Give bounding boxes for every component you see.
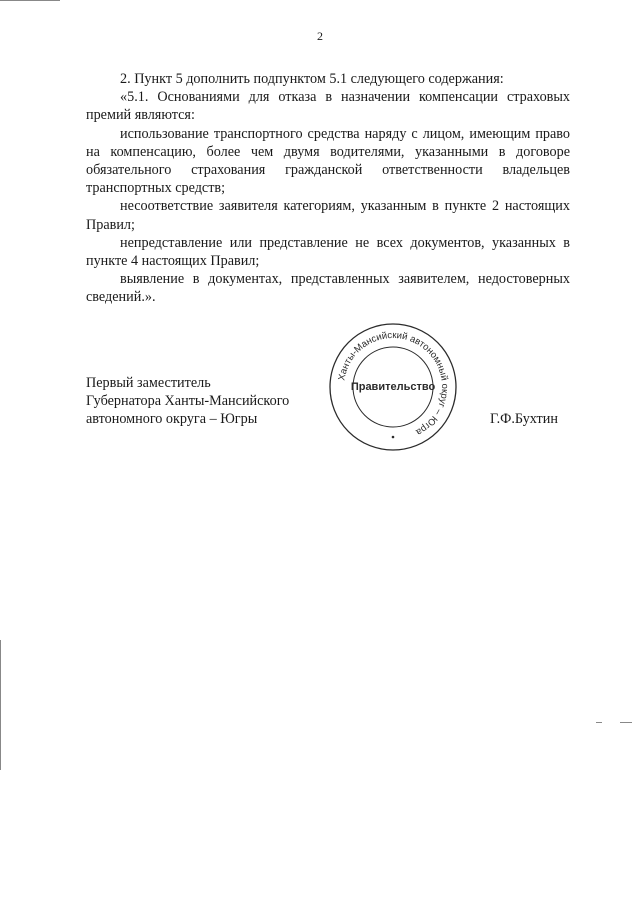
official-seal	[328, 322, 458, 452]
paragraph-ground-drivers: использование транспортного средства наряду с лицом, имеющим право на компенсацию, более чем двумя водителями, указанными в договоре обязательного страхования гражданской ответственности владельцев транспортных средств;	[86, 125, 570, 197]
paragraph-ground-category: несоответствие заявителя категориям, указанным в пункте 2 настоящих Правил;	[86, 198, 570, 233]
seal-ring-text: Ханты-Мансийский автономный округ – Югра	[336, 329, 451, 438]
seal-center-text: Правительство	[350, 381, 436, 393]
seal-dot	[392, 436, 395, 439]
scan-edge-mark	[596, 722, 602, 723]
signatory-title-line: Первый заместитель	[86, 375, 211, 391]
paragraph-ground-false-info: выявление в документах, представленных заявителем, недостоверных сведений.».	[86, 271, 570, 306]
scan-edge-mark	[0, 640, 1, 770]
signatory-title	[86, 374, 316, 429]
signatory-title-line: автономного округа – Югры	[86, 411, 258, 428]
document-body	[86, 70, 570, 307]
scan-edge-mark	[0, 0, 60, 1]
paragraph-amendment: 2. Пункт 5 дополнить подпунктом 5.1 следующего содержания:	[120, 71, 504, 87]
paragraph-ground-documents: непредставление или представление не всех документов, указанных в пункте 4 настоящих Правил;	[86, 234, 570, 270]
page-number: 2	[317, 29, 323, 43]
signatory-title-line: Губернатора Ханты-Мансийского	[86, 393, 290, 410]
paragraph-grounds-intro: «5.1. Основаниями для отказа в назначении компенсации страховых премий являются:	[86, 89, 570, 124]
signatory-name: Г.Ф.Бухтин	[490, 411, 558, 427]
scan-edge-mark	[620, 722, 632, 723]
